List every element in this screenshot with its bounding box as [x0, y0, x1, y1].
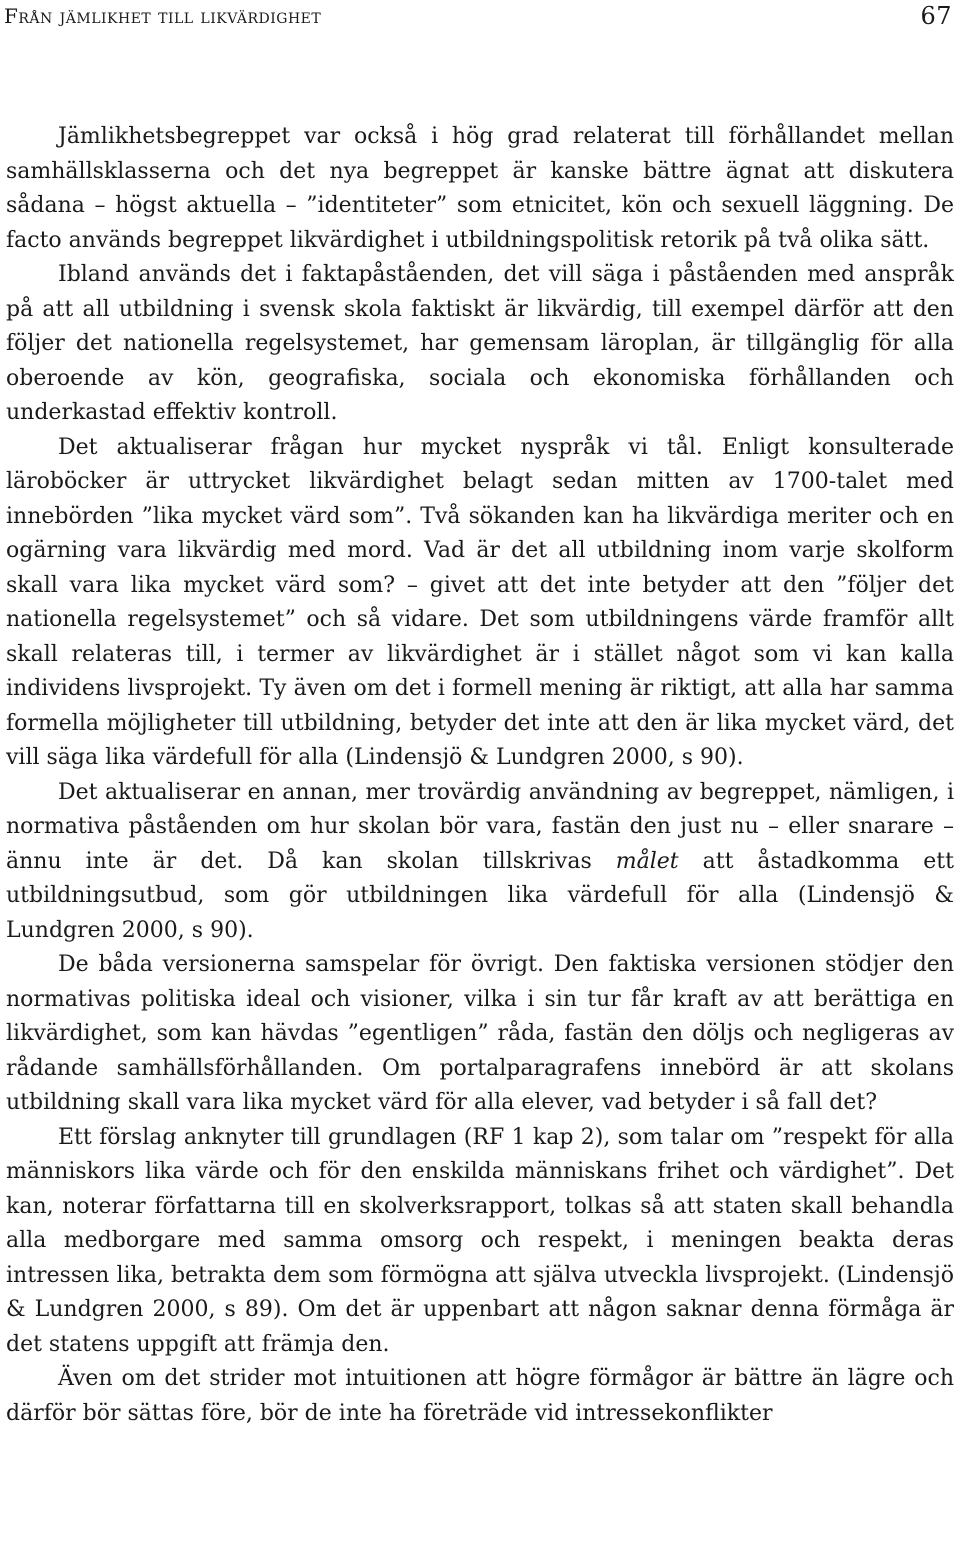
body-text: [6, 120, 954, 1431]
paragraph: Ett förslag anknyter till grundlagen (RF 1 kap 2), som talar om ”respekt för alla människors lika värde och för den enskilda människans frihet och värdighet”. Det kan, noterar författarna till en skolverksrapport, tolkas så att staten skall behandla alla medborgare med samma omsorg och respekt, i meningen beakta deras intressen lika, betrakta dem som förmögna att själva utveckla livsprojekt. (Lindensjö & Lundgren 2000, s 89). Om det är uppenbart att någon saknar denna förmåga är det statens uppgift att främja den.: [6, 1124, 954, 1357]
running-head: [4, 4, 952, 32]
paragraph: Det aktualiserar frågan hur mycket nyspråk vi tål. Enligt konsulterade läroböcker är uttrycket likvärdighet belagt sedan mitten av 1700-talet med innebörden ”lika mycket värd som”. Två sökanden kan ha likvärdiga meriter och en ogärning vara likvärdig med mord. Vad är det all utbildning inom varje skolform skall vara lika mycket värd som? – givet att det inte betyder att den ”följer det nationella regelsystemet” och så vidare. Det som utbildningens värde framför allt skall relateras till, i termer av likvärdighet är i stället något som vi kan kalla individens livsprojekt. Ty även om det i formell mening är riktigt, att alla har samma formella möjligheter till utbildning, betyder det inte att den är lika mycket värd, det vill säga lika värdefull för alla (Lindensjö & Lundgren 2000, s 90).: [6, 434, 954, 770]
page-number: 67: [920, 2, 952, 30]
paragraph-text: att åstadkomma ett utbildningsutbud, som gör utbildningen lika värdefull för alla (Lindensjö & Lundgren 2000, s 90).: [6, 848, 954, 943]
paragraph: Jämlikhetsbegreppet var också i hög grad relaterat till förhållandet mellan samhällsklasserna och det nya begreppet är kanske bättre ägnat att diskutera sådana – högst aktuella – ”identiteter” som etnicitet, kön och sexuell läggning. De facto används begreppet likvärdighet i utbildningspolitisk retorik på två olika sätt.: [6, 124, 954, 253]
paragraph: Ibland används det i faktapåståenden, det vill säga i påståenden med anspråk på att all utbildning i svensk skola faktiskt är likvärdig, till exempel därför att den följer det nationella regelsystemet, har gemensam läroplan, är tillgänglig för alla oberoende av kön, geografiska, sociala och ekonomiska förhållanden och underkastad effektiv kontroll.: [6, 262, 954, 425]
paragraph: Även om det strider mot intuitionen att högre förmågor är bättre än lägre och därför bör sättas före, bör de inte ha företräde vid intressekonflikter: [6, 1366, 954, 1426]
paragraph: De båda versionerna samspelar för övrigt. Den faktiska versionen stödjer den normativas politiska ideal och visioner, vilka i sin tur får kraft av att berättiga en likvärdighet, som kan hävdas ”egentligen” råda, fastän den döljs och negligeras av rådande samhällsförhållanden. Om portalparagrafens innebörd är att skolans utbildning skall vara lika mycket värd för alla elever, vad betyder i så fall det?: [6, 952, 954, 1115]
paragraph-text: Det aktualiserar en annan, mer trovärdig användning av begreppet, nämligen, i normativa påståenden om hur skolan bör vara, fastän den just nu – eller snarare – ännu inte är det. Då kan skolan tillskrivas: [6, 779, 954, 874]
running-title: Från jämlikhet till likvärdighet: [4, 4, 322, 28]
emphasis-text: målet: [615, 848, 679, 874]
paragraph: [6, 776, 954, 949]
